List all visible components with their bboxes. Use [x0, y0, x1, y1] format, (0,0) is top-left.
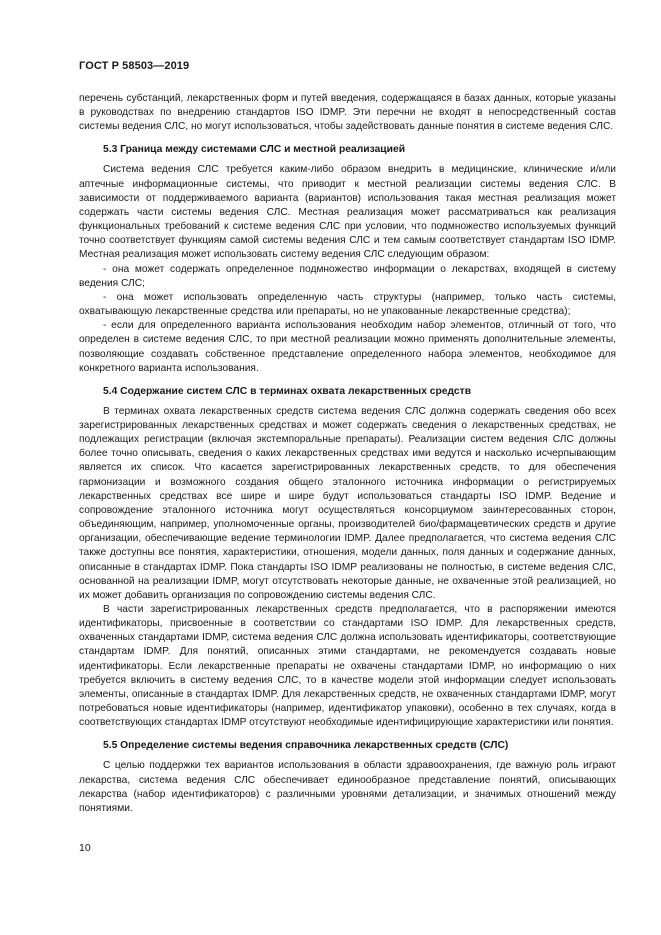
- section-heading-5-5: 5.5 Определение системы ведения справочника лекарственных средств (СЛС): [103, 740, 509, 752]
- page-number: 10: [79, 842, 91, 854]
- section-heading-5-3: 5.3 Граница между системами СЛС и местной реализацией: [103, 144, 406, 156]
- document-body: [79, 92, 616, 816]
- section-5-4-paragraph: В части зарегистрированных лекарственных средств предполагается, что в распоряжении имеются идентификаторы, присвоенные в соответствии со стандартами ISO IDMP. Для лекарственных средств, охваченных стандартами IDMP, система ведения СЛС должна использовать идентификаторы, соответствующие стандартам IDMP. Для понятий, описанных этими стандартами, не рекомендуется создавать новые идентификаторы. Если лекарственные препараты не охвачены стандартами IDMP, но информацию о них требуется включить в систему ведения СЛС, то в качестве модели этой информации следует использовать элементы, описанные в стандартах IDMP. Для лекарственных средств, не охваченных стандартами IDMP, могут потребоваться новые идентификаторы (например, идентификатор упаковки), особенно в тех случаях, когда в соответствующих стандартах IDMP отсутствуют необходимые идентифицирующие характеристики или понятия.: [79, 604, 616, 729]
- section-5-3-paragraph: Система ведения СЛС требуется каким-либо образом внедрить в медицинские, клинические и/или аптечные информационные системы, что приводит к местной реализации системы ведения СЛС. В зависимости от поддерживаемого варианта (вариантов) использования такая местная реализация может содержать части системы ведения СЛС. Местная реализация может рассматриваться как реализация функциональных требований к системе ведения СЛС при условии, что подмножество используемых функций точно соответствует функциям самой системы ведения СЛС и тем самым соответствует стандартам ISO IDMP. Местная реализация может использовать систему ведения СЛС следующим образом:: [79, 164, 616, 261]
- document-header: ГОСТ Р 58503—2019: [79, 60, 190, 72]
- section-5-5-paragraph: С целью поддержки тех вариантов использования в области здравоохранения, где важную роль играют лекарства, система ведения СЛС обеспечивает единообразное представление понятий, описывающих лекарства (набор идентификаторов) с различными уровнями детализации, и значимых отношений между понятиями.: [79, 760, 616, 814]
- section-5-3-list-item: - она может содержать определенное подмножество информации о лекарствах, входящей в систему ведения СЛС;: [79, 263, 616, 289]
- intro-paragraph: перечень субстанций, лекарственных форм и путей введения, содержащаяся в базах данных, которые указаны в руководствах по внедрению стандартов ISO IDMP. Эти перечни не входят в непосредственный состав системы ведения СЛС, но могут использоваться, чтобы задействовать данные понятия в системе ведения СЛС.: [79, 93, 616, 133]
- section-5-3-list-item: - если для определенного варианта использования необходим набор элементов, отличный от того, что определен в системе ведения СЛС, то при местной реализации можно применять дополнительные элементы, позволяющие создавать собственное представление определенного набора элементов, необходимое для конкретного варианта использования.: [79, 320, 616, 374]
- section-5-4-paragraph: В терминах охвата лекарственных средств система ведения СЛС должна содержать сведения обо всех зарегистрированных лекарственных средствах и может содержать сведения о лекарственных средствах, не подлежащих регистрации (включая экстемпоральные препараты). Реализации систем ведения СЛС должны более точно описывать, сведения о каких лекарственных средствах ими ведутся и насколько исчерпывающим является их список. Что касается зарегистрированных лекарственных средств, то для обеспечения гармонизации и возможного создания общего эталонного источника информации о регистрируемых лекарственных средствах все шире и шире будут использоваться стандарты ISO IDMP. Ведение и сопровождение эталонного источника могут осуществляться консорциумом заинтересованных сторон, объединяющим, например, уполномоченные органы, производителей био/фармацевтических средств и другие организации, обеспечивающие ведение терминологии IDMP. Далее предполагается, что система ведения СЛС также доступны все понятия, характеристики, отношения, модели данных, поля данных и содержание данных, описанные в стандартах IDMP. Пока стандарты ISO IDMP реализованы не полностью, в системе ведения СЛС, основанной на реализации IDMP, могут отсутствовать некоторые данные, не охваченные этой реализацией, но их может добавить организация по сопровождению системы ведения СЛС.: [79, 405, 616, 601]
- section-heading-5-4: 5.4 Содержание систем СЛС в терминах охвата лекарственных средств: [103, 385, 472, 397]
- section-5-3-list-item: - она может использовать определенную часть структуры (например, только часть системы, охватывающую лекарственные средства или препараты, но не упакованные лекарственные средства);: [79, 291, 616, 318]
